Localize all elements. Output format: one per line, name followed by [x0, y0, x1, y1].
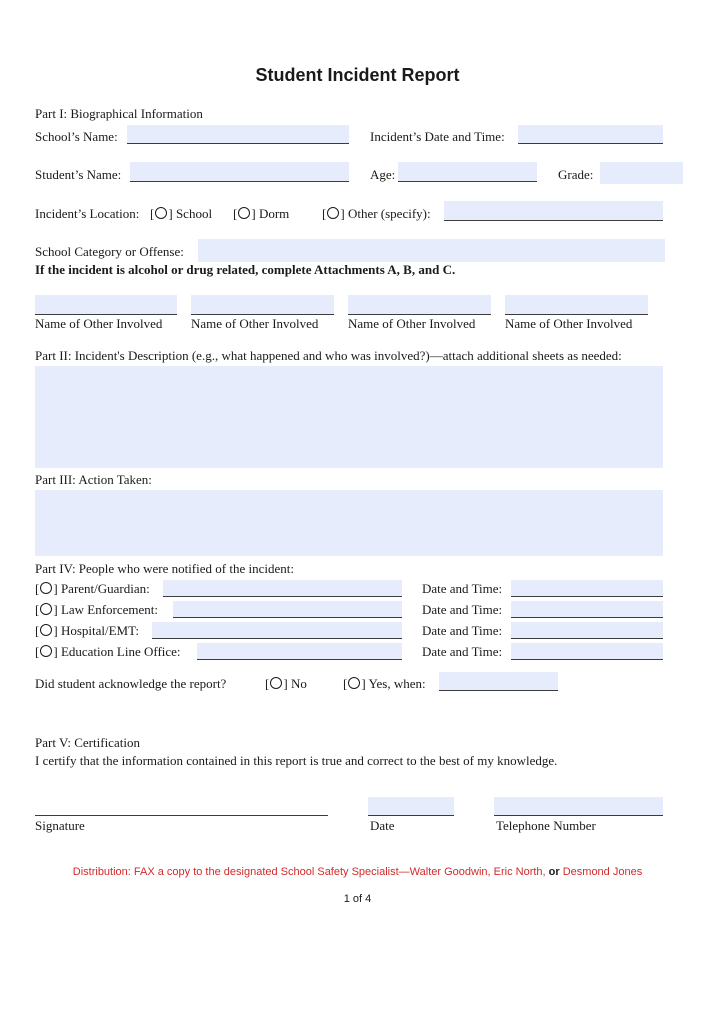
acknowledge-yes-label: Yes, when:: [368, 676, 426, 691]
notify-row-hospital[interactable]: [ ] Hospital/EMT:: [35, 623, 140, 638]
radio-icon[interactable]: [238, 207, 250, 219]
location-school-option[interactable]: [ ] School: [150, 206, 213, 221]
notify-hospital-field[interactable]: [152, 622, 402, 639]
part2-heading: Part II: Incident's Description (e.g., what happened and who was involved?)—attach additional sheets as needed:: [35, 348, 622, 363]
notify-law-datetime-label: Date and Time:: [422, 602, 503, 617]
acknowledge-no-option[interactable]: [ ] No: [265, 676, 307, 691]
date-field[interactable]: [368, 797, 454, 816]
date-label: Date: [370, 818, 395, 833]
radio-icon[interactable]: [40, 645, 52, 657]
school-name-label: School’s Name:: [35, 129, 118, 144]
student-name-label: Student’s Name:: [35, 167, 122, 182]
alcohol-note: If the incident is alcohol or drug related, complete Attachments A, B, and C.: [35, 262, 456, 277]
description-field[interactable]: [35, 366, 663, 468]
acknowledge-label: Did student acknowledge the report?: [35, 676, 227, 691]
notify-hospital-datetime-field[interactable]: [511, 622, 663, 639]
notify-row-law[interactable]: [ ] Law Enforcement:: [35, 602, 159, 617]
notify-education-label: Education Line Office:: [60, 644, 181, 659]
notify-parent-datetime-label: Date and Time:: [422, 581, 503, 596]
other-involved-field-1[interactable]: [35, 295, 177, 315]
location-school-label: School: [175, 206, 213, 221]
student-name-field[interactable]: [130, 162, 349, 182]
location-dorm-option[interactable]: [ ] Dorm: [233, 206, 290, 221]
age-field[interactable]: [398, 162, 537, 182]
notify-parent-label: Parent/Guardian:: [60, 581, 150, 596]
distribution-or: or: [548, 866, 560, 878]
location-other-option[interactable]: [ ] Other (specify):: [322, 206, 431, 221]
action-taken-field[interactable]: [35, 490, 663, 556]
grade-label: Grade:: [558, 167, 594, 182]
notify-hospital-datetime-label: Date and Time:: [422, 623, 503, 638]
notify-education-field[interactable]: [197, 643, 402, 660]
notify-row-parent[interactable]: [ ] Parent/Guardian:: [35, 581, 150, 596]
signature-line[interactable]: [35, 815, 328, 816]
notify-education-datetime-label: Date and Time:: [422, 644, 503, 659]
age-label: Age:: [370, 167, 396, 182]
page-number: 1 of 4: [343, 893, 372, 905]
distribution-prefix: Distribution: FAX a copy to the designated School Safety Specialist—Walter Goodwin, Eric North,: [72, 866, 546, 878]
other-involved-label-1: Name of Other Involved: [35, 316, 163, 331]
acknowledge-yes-option[interactable]: [ ] Yes, when:: [343, 676, 426, 691]
radio-icon[interactable]: [155, 207, 167, 219]
radio-icon[interactable]: [327, 207, 339, 219]
part1-heading: Part I: Biographical Information: [35, 106, 203, 121]
incident-datetime-field[interactable]: [518, 125, 663, 144]
location-other-field[interactable]: [444, 201, 663, 221]
other-involved-field-3[interactable]: [348, 295, 491, 315]
notify-law-label: Law Enforcement:: [60, 602, 159, 617]
notify-law-datetime-field[interactable]: [511, 601, 663, 618]
location-dorm-label: Dorm: [258, 206, 290, 221]
other-involved-label-3: Name of Other Involved: [348, 316, 476, 331]
radio-icon[interactable]: [40, 624, 52, 636]
certification-statement: I certify that the information contained in this report is true and correct to the best of my knowledge.: [35, 753, 558, 768]
notify-law-field[interactable]: [173, 601, 402, 618]
part5-heading: Part V: Certification: [35, 735, 140, 750]
category-field[interactable]: [198, 239, 665, 262]
part3-heading: Part III: Action Taken:: [35, 472, 152, 487]
part4-heading: Part IV: People who were notified of the incident:: [35, 561, 294, 576]
notify-row-education[interactable]: [ ] Education Line Office:: [35, 644, 181, 659]
radio-icon[interactable]: [40, 603, 52, 615]
page-title: Student Incident Report: [255, 65, 460, 85]
other-involved-label-4: Name of Other Involved: [505, 316, 633, 331]
distribution-suffix: Desmond Jones: [562, 866, 643, 878]
telephone-field[interactable]: [494, 797, 663, 816]
radio-icon[interactable]: [348, 677, 360, 689]
school-name-field[interactable]: [127, 125, 349, 144]
notify-hospital-label: Hospital/EMT:: [60, 623, 140, 638]
notify-parent-field[interactable]: [163, 580, 402, 597]
grade-field[interactable]: [600, 162, 683, 184]
other-involved-label-2: Name of Other Involved: [191, 316, 319, 331]
notify-parent-datetime-field[interactable]: [511, 580, 663, 597]
other-involved-field-2[interactable]: [191, 295, 334, 315]
radio-icon[interactable]: [40, 582, 52, 594]
notify-education-datetime-field[interactable]: [511, 643, 663, 660]
signature-label: Signature: [35, 818, 85, 833]
location-label: Incident’s Location:: [35, 206, 140, 221]
telephone-label: Telephone Number: [496, 818, 596, 833]
incident-datetime-label: Incident’s Date and Time:: [370, 129, 505, 144]
category-label: School Category or Offense:: [35, 244, 184, 259]
acknowledge-when-field[interactable]: [439, 672, 558, 691]
other-involved-field-4[interactable]: [505, 295, 648, 315]
location-other-label: Other (specify):: [347, 206, 431, 221]
acknowledge-no-label: No: [290, 676, 307, 691]
distribution-note: [0, 866, 715, 878]
radio-icon[interactable]: [270, 677, 282, 689]
